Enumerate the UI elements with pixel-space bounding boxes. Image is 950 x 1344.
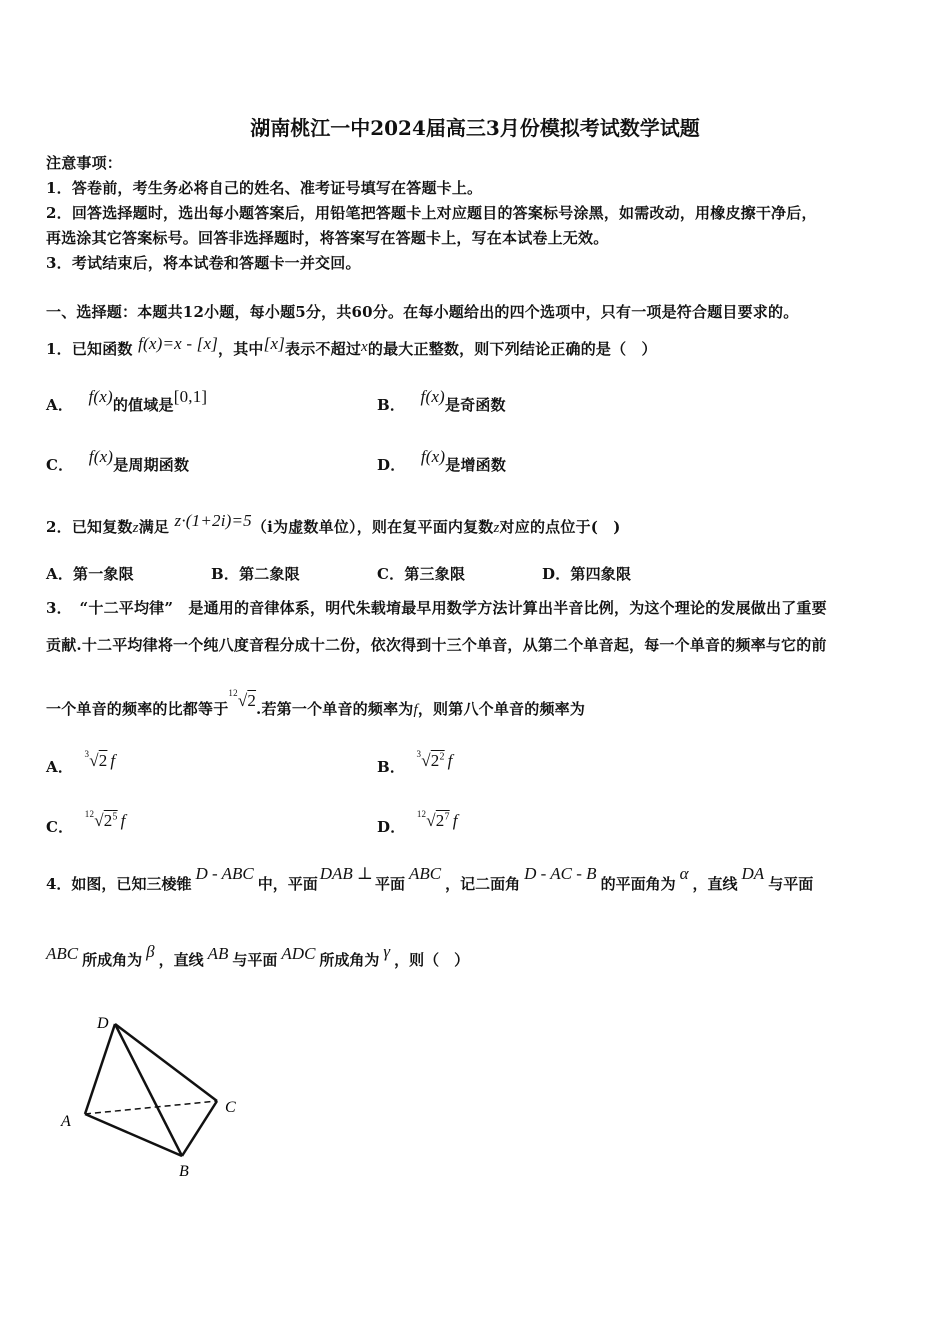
- text: 所成角为: [319, 951, 380, 969]
- question-2: [46, 511, 621, 537]
- exponent: 7: [444, 811, 450, 823]
- q2-option-a[interactable]: A．第一象限: [46, 565, 134, 583]
- root-radicand: 2: [103, 811, 113, 830]
- math: α: [679, 864, 689, 883]
- text: ，记二面角: [445, 875, 521, 893]
- notice-heading: 注意事项：: [46, 154, 123, 172]
- math: ADC: [281, 944, 316, 963]
- option-f: f: [452, 811, 458, 830]
- root-radicand: 2: [247, 691, 257, 710]
- option-math: f(x): [88, 387, 113, 406]
- math: DAB ⊥: [319, 864, 374, 883]
- q3-line3b: .若第一个单音的频率为: [256, 700, 414, 718]
- option-f: f: [120, 811, 126, 830]
- text: 所成角为: [82, 951, 143, 969]
- root-index: 12: [228, 688, 238, 698]
- option-text: 的值域是: [112, 396, 174, 414]
- math: ABC: [46, 944, 79, 963]
- text: 与平面: [768, 875, 814, 893]
- option-label: B．: [377, 396, 406, 414]
- q3-line3a: 一个单音的频率的比都等于: [46, 700, 229, 718]
- q4-line2: [46, 942, 470, 970]
- root-index: 12: [84, 809, 95, 819]
- q2-z: z: [132, 520, 139, 536]
- q2-mid2: （i为虚数单位），则在复平面内复数: [251, 518, 494, 536]
- section-heading: 一、选择题：本题共12小题，每小题5分，共60分。在每小题给出的四个选项中，只有一项是符合题目要求的。: [46, 303, 799, 321]
- edge-ab: [85, 1114, 182, 1156]
- q4-line1: [46, 864, 814, 894]
- root-index: 12: [416, 809, 427, 819]
- q1-num: 1．已知函数: [46, 340, 133, 358]
- q1-tail: 的最大正整数，则下列结论正确的是（ ）: [367, 340, 657, 358]
- q2-equation: z·(1+2i)=5: [174, 511, 252, 530]
- question-1: [46, 334, 657, 359]
- notice-item: 1．答卷前，考生务必将自己的姓名、准考证号填写在答题卡上。: [46, 179, 483, 197]
- notice-item: 2．回答选择题时，选出每小题答案后，用铅笔把答题卡上对应题目的答案标号涂黑，如需改动，用橡皮擦干净后，: [46, 204, 817, 222]
- text: 平面: [375, 875, 406, 893]
- q3-line2: 贡献.十二平均律将一个纯八度音程分成十二份，依次得到十三个单音，从第二个单音起，每一个单音的频率与它的前: [46, 636, 827, 654]
- edge-da: [85, 1024, 115, 1114]
- vertex-label-c: C: [225, 1099, 236, 1116]
- text: 中，平面: [257, 875, 318, 893]
- q1-option-a[interactable]: [46, 387, 208, 415]
- q3-line1: 3． “十二平均律” 是通用的音律体系，明代朱载堉最早用数学方法计算出半音比例，为这个理论的发展做出了重要: [46, 599, 827, 617]
- option-text: 是周期函数: [113, 456, 190, 474]
- vertex-label-a: A: [61, 1113, 71, 1130]
- q1-mid1: ，其中: [218, 340, 264, 358]
- option-f: f: [110, 751, 116, 770]
- q3-option-b[interactable]: B． $^3√2^2$ f: [377, 749, 453, 776]
- root-index: 3: [416, 749, 422, 759]
- option-label: D．: [377, 818, 406, 836]
- root-radicand: 2: [98, 751, 108, 770]
- q2-option-c[interactable]: C．第三象限: [377, 565, 466, 583]
- page-title: 湖南桃江一中2024届高三3月份模拟考试数学试题: [250, 116, 700, 140]
- q3-line3c: ，则第八个单音的频率为: [417, 700, 586, 718]
- q3-option-a[interactable]: A． $^3$√2 f: [46, 749, 116, 776]
- math: AB: [207, 944, 229, 963]
- notice-item: 3．考试结束后，将本试卷和答题卡一并交回。: [46, 254, 361, 272]
- option-label: B．: [377, 758, 406, 776]
- q2-tail: 对应的点位于( ): [499, 518, 621, 536]
- option-f: f: [447, 751, 453, 770]
- option-math: f(x): [88, 447, 114, 466]
- q3-f: f: [413, 702, 418, 718]
- text: 的平面角为: [600, 875, 676, 893]
- notice-item: 再选涂其它答案标号。回答非选择题时，将答案写在答题卡上，写在本试卷上无效。: [46, 229, 609, 247]
- option-label: A．: [46, 758, 74, 776]
- q1-option-b[interactable]: [377, 387, 506, 415]
- option-label: D．: [377, 456, 406, 474]
- exponent: 2: [439, 751, 445, 763]
- vertex-label-b: B: [179, 1163, 189, 1180]
- q2-option-d[interactable]: D．第四象限: [542, 565, 632, 583]
- text: 与平面: [232, 951, 278, 969]
- option-range: [0,1]: [173, 387, 208, 406]
- text: ，则（ ）: [394, 951, 470, 969]
- edge-dc: [115, 1024, 217, 1101]
- q1-function: f(x)=x - [x]: [138, 334, 219, 353]
- q3-option-c[interactable]: C． $^{12}√2^5$ f: [46, 809, 126, 836]
- root-index: 3: [84, 749, 90, 759]
- q1-option-d[interactable]: [377, 447, 507, 475]
- q2-mid1: 满足: [138, 518, 170, 536]
- q1-option-c[interactable]: [46, 447, 190, 475]
- edge-bc: [182, 1101, 217, 1156]
- q2-num: 2．已知复数: [46, 518, 133, 536]
- q1-mid2: 表示不超过: [285, 340, 362, 358]
- vertex-label-d: D: [97, 1015, 109, 1032]
- exponent: 5: [112, 811, 118, 823]
- math: β: [146, 942, 155, 961]
- text: ，直线: [692, 875, 738, 893]
- q1-bracket: [x]: [263, 334, 286, 353]
- text: ，直线: [158, 951, 204, 969]
- math: D - ABC: [195, 864, 254, 883]
- root-radicand: 2: [430, 751, 440, 770]
- edge-ac-hidden: [85, 1101, 217, 1114]
- q3-line3: 一个单音的频率的比都等于$^{12}$√2.若第一个单音的频率为f，则第八个单音的频率为: [46, 688, 586, 718]
- q2-option-b[interactable]: B．第二象限: [211, 565, 300, 583]
- option-label: C．: [46, 456, 74, 474]
- option-text: 是增函数: [445, 456, 507, 474]
- q4-num: 4．如图，已知三棱锥: [46, 875, 192, 893]
- edge-db: [115, 1024, 182, 1156]
- root-radicand: 2: [435, 811, 445, 830]
- tetrahedron-figure: [55, 1010, 255, 1185]
- math: DA: [741, 864, 765, 883]
- math: ABC: [409, 864, 442, 883]
- option-text: 是奇函数: [444, 396, 506, 414]
- q1-x: x: [361, 339, 368, 355]
- q2-z2: z: [493, 520, 500, 536]
- option-math: f(x): [420, 447, 446, 466]
- option-math: f(x): [420, 387, 445, 406]
- math: D - AC - B: [524, 864, 597, 883]
- math: γ: [383, 942, 391, 961]
- option-label: A．: [46, 396, 74, 414]
- option-label: C．: [46, 818, 74, 836]
- q3-option-d[interactable]: D． $^{12}√2^7$ f: [377, 809, 458, 836]
